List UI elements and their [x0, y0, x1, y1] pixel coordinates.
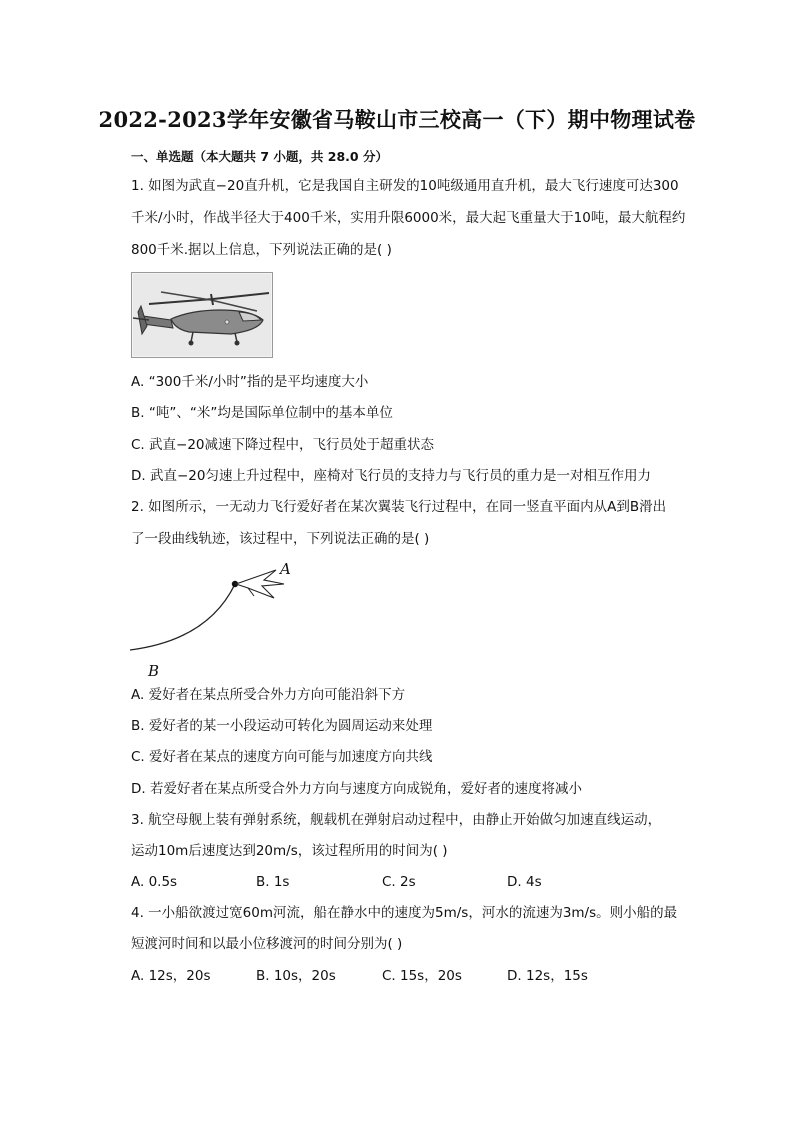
- q1-option-b: B. “吨”、“米”均是国际单位制中的基本单位: [131, 405, 393, 421]
- label-b: B: [148, 662, 160, 680]
- trajectory-diagram: [128, 558, 308, 680]
- exam-title: 2022-2023学年安徽省马鞍山市三校高一（下）期中物理试卷: [98, 107, 696, 132]
- q1-option-a: A. “300千米/小时”指的是平均速度大小: [131, 374, 369, 390]
- section-heading: 一、单选题（本大题共 7 小题，共 28.0 分）: [131, 149, 388, 164]
- helicopter-illustration: [131, 272, 273, 358]
- q2-stem-line-2: 了一段曲线轨迹，该过程中，下列说法正确的是( ): [131, 531, 430, 547]
- q4-choice-c: C. 15s，20s: [382, 968, 462, 984]
- q1-stem-line-2: 千米/小时，作战半径大于400千米，实用升限6000米，最大起飞重量大于10吨，最大航程约: [131, 210, 686, 226]
- curve-trajectory: [130, 584, 235, 650]
- q2-option-b: B. 爱好者的某一小段运动可转化为圆周运动来处理: [131, 718, 433, 734]
- q3-choice-c: C. 2s: [382, 874, 416, 890]
- q3-stem-line-2: 运动10m后速度达到20m/s，该过程所用的时间为( ): [131, 843, 448, 859]
- q3-choice-a: A. 0.5s: [131, 874, 178, 890]
- label-a: A: [280, 560, 291, 578]
- helicopter-figure: [131, 272, 273, 362]
- q4-choice-d: D. 12s，15s: [507, 968, 588, 984]
- q1-stem-line-3: 800千米.据以上信息，下列说法正确的是( ): [131, 242, 392, 258]
- q3-stem-line-1: 3. 航空母舰上装有弹射系统，舰载机在弹射启动过程中，由静止开始做匀加速直线运动，: [131, 812, 662, 828]
- q4-stem-line-2: 短渡河时间和以最小位移渡河的时间分别为( ): [131, 936, 403, 952]
- q3-choice-d: D. 4s: [507, 874, 542, 890]
- q3-choice-b: B. 1s: [256, 874, 290, 890]
- q1-option-c: C. 武直−20减速下降过程中，飞行员处于超重状态: [131, 437, 434, 453]
- q1-stem-line-1: 1. 如图为武直−20直升机，它是我国自主研发的10吨级通用直升机，最大飞行速度可达300: [131, 178, 679, 194]
- q4-choice-b: B. 10s，20s: [256, 968, 336, 984]
- q1-option-d: D. 武直−20匀速上升过程中，座椅对飞行员的支持力与飞行员的重力是一对相互作用力: [131, 468, 651, 484]
- q4-stem-line-1: 4. 一小船欲渡过宽60m河流，船在静水中的速度为5m/s，河水的流速为3m/s。则小船的最: [131, 905, 678, 921]
- q2-option-c: C. 爱好者在某点的速度方向可能与加速度方向共线: [131, 749, 433, 765]
- q2-option-a: A. 爱好者在某点所受合外力方向可能沿斜下方: [131, 687, 406, 703]
- q4-choice-a: A. 12s，20s: [131, 968, 211, 984]
- wingsuit-flyer-icon: [236, 570, 284, 598]
- trajectory-figure: [128, 558, 308, 684]
- q2-stem-line-1: 2. 如图所示，一无动力飞行爱好者在某次翼装飞行过程中，在同一竖直平面内从A到B滑出: [131, 499, 667, 515]
- q2-option-d: D. 若爱好者在某点所受合外力方向与速度方向成锐角，爱好者的速度将减小: [131, 781, 582, 797]
